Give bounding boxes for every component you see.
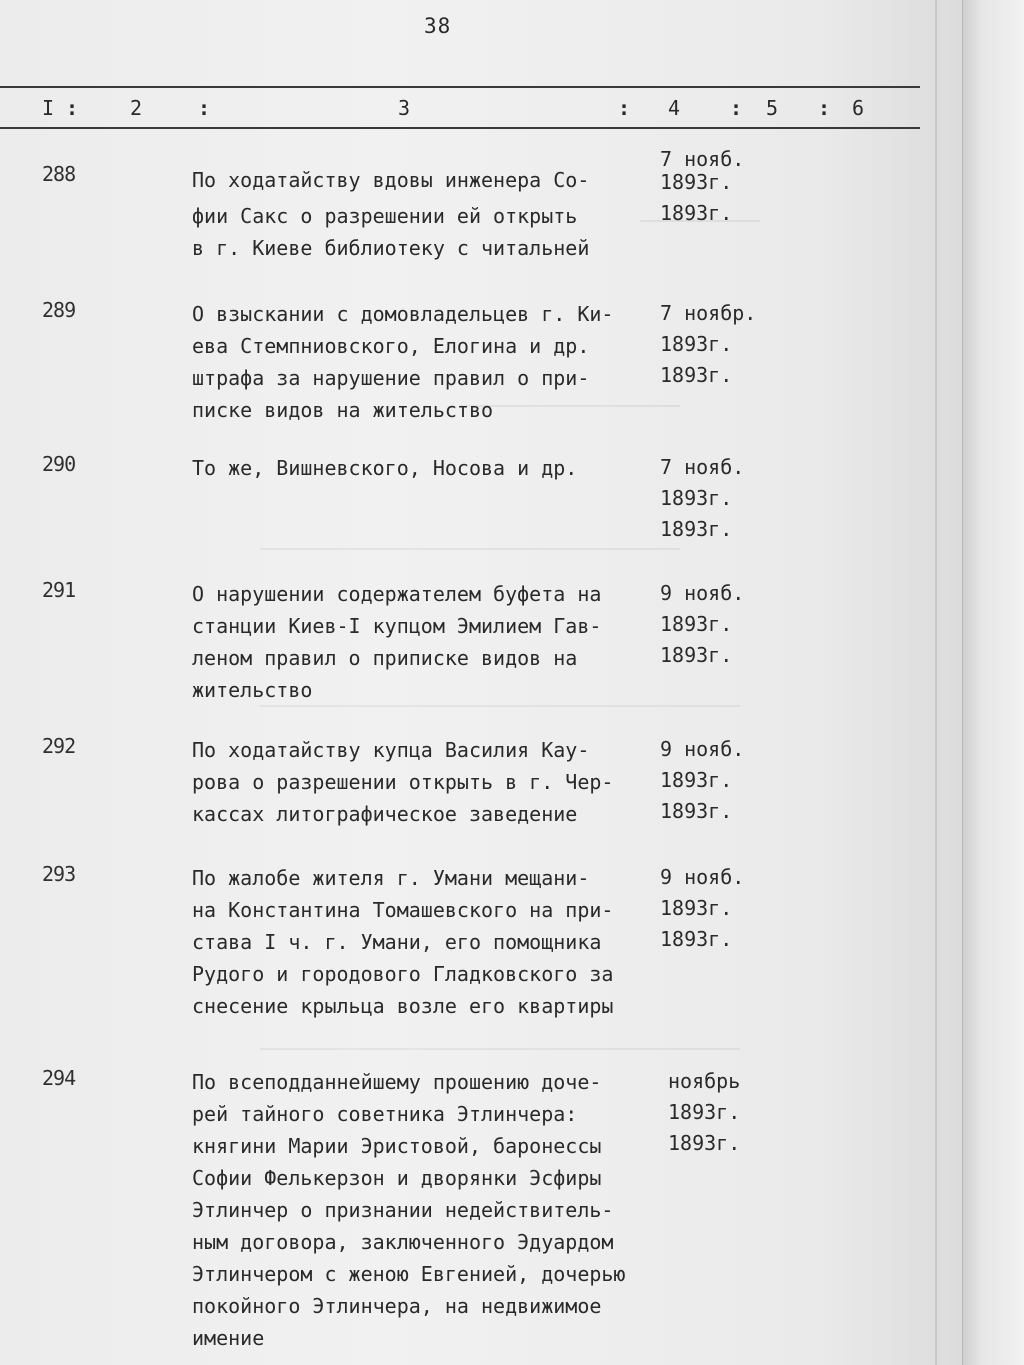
description-line: писке видов на жительство (192, 398, 494, 422)
description-line: леном правил о приписке видов на (192, 646, 578, 670)
page-fold-line (935, 0, 937, 1365)
entry-dates (668, 1066, 740, 1159)
date-start: ноябрь (668, 1069, 741, 1093)
date-year-end: 1893г. (660, 201, 733, 225)
description-line: По ходатайству купца Василия Кау- (192, 738, 590, 762)
header-col-1: I (42, 96, 55, 120)
description-line: жительство (192, 678, 313, 702)
date-start: 7 ноябр. (660, 301, 757, 325)
date-start: 9 нояб. (660, 737, 745, 761)
description-line: имение (192, 1326, 265, 1350)
description-line: О взыскании с домовладельцев г. Ки- (192, 302, 614, 326)
entry-number: 293 (42, 862, 76, 886)
date-year: 1893г. (660, 332, 733, 356)
entry-description (192, 862, 662, 1022)
description-line: фии Сакс о разрешении ей открыть (192, 204, 578, 228)
header-separator: : (730, 96, 743, 120)
entry-number: 294 (42, 1066, 76, 1090)
entry-dates (660, 144, 744, 229)
date-start: 7 нояб. (660, 455, 745, 479)
description-line: покойного Этлинчера, на недвижимое (192, 1294, 602, 1318)
entry-description (192, 298, 662, 426)
header-separator: : (618, 96, 631, 120)
date-year-end: 1893г. (660, 643, 733, 667)
description-line: рова о разрешении открыть в г. Чер- (192, 770, 614, 794)
header-separator: : (66, 96, 79, 120)
description-line: кассах литографическое заведение (192, 802, 578, 826)
description-line: княгини Марии Эристовой, баронессы (192, 1134, 602, 1158)
entry-dates (660, 862, 744, 955)
date-year-end: 1893г. (660, 363, 733, 387)
entry-description (192, 578, 662, 706)
date-year-end: 1893г. (660, 927, 733, 951)
date-start: 9 нояб. (660, 581, 745, 605)
description-line: на Константина Томашевского на при- (192, 898, 614, 922)
description-line: в г. Киеве библиотеку с читальней (192, 236, 590, 260)
date-year: 1893г. (668, 1100, 741, 1124)
entry-number: 292 (42, 734, 76, 758)
description-line: По всеподданнейшему прошению доче- (192, 1070, 602, 1094)
entry-number: 290 (42, 452, 76, 476)
date-start: 9 нояб. (660, 865, 745, 889)
header-separator: : (198, 96, 211, 120)
description-line: Этлинчер о признании недействитель- (192, 1198, 614, 1222)
bleed-through-mark (260, 1048, 740, 1050)
description-line: станции Киев-I купцом Эмилием Гав- (192, 614, 602, 638)
header-col-4: 4 (668, 96, 681, 120)
entry-dates (660, 298, 756, 391)
bleed-through-mark (260, 548, 680, 550)
entry-number: 288 (42, 162, 76, 186)
date-year: 1893г. (660, 768, 733, 792)
entry-description (192, 164, 662, 264)
description-line: О нарушении содержателем буфета на (192, 582, 602, 606)
description-line: штрафа за нарушение правил о при- (192, 366, 590, 390)
header-col-5: 5 (766, 96, 779, 120)
description-line: снесение крыльца возле его квартиры (192, 994, 614, 1018)
description-line: ева Стемпниовского, Елогина и др. (192, 334, 590, 358)
entry-number: 289 (42, 298, 76, 322)
entry-dates (660, 734, 744, 827)
entry-description (192, 452, 662, 484)
entry-description (192, 1066, 662, 1354)
description-line: Софии Фелькерзон и дворянки Эсфиры (192, 1166, 602, 1190)
description-line: рей тайного советника Этлинчера: (192, 1102, 578, 1126)
header-bottom-rule (0, 127, 920, 129)
date-year-end: 1893г. (660, 517, 733, 541)
date-year: 1893г. (660, 486, 733, 510)
header-separator: : (818, 96, 831, 120)
description-line: По жалобе жителя г. Умани мещани- (192, 866, 590, 890)
description-line: ным договора, заключенного Эдуардом (192, 1230, 614, 1254)
header-col-2: 2 (130, 96, 143, 120)
description-line: Рудого и городового Гладковского за (192, 962, 614, 986)
entry-dates (660, 578, 744, 671)
date-year: 1893г. (660, 612, 733, 636)
entry-dates (660, 452, 744, 545)
page-number: 38 (424, 14, 452, 38)
date-year-end: 1893г. (660, 799, 733, 823)
next-page-edge (962, 0, 1024, 1365)
date-year: 1893г. (660, 896, 733, 920)
description-line: Этлинчером с женою Евгенией, дочерью (192, 1262, 626, 1286)
date-year-end: 1893г. (668, 1131, 741, 1155)
description-line: става I ч. г. Умани, его помощника (192, 930, 602, 954)
entry-description (192, 734, 662, 830)
date-start: 7 нояб. (660, 147, 745, 171)
header-col-6: 6 (852, 96, 865, 120)
header-top-rule (0, 86, 920, 88)
description-line: То же, Вишневского, Носова и др. (192, 456, 578, 480)
date-year: 1893г. (660, 170, 733, 194)
entry-number: 291 (42, 578, 76, 602)
header-col-3: 3 (398, 96, 411, 120)
description-line: По ходатайству вдовы инженера Со- (192, 168, 590, 192)
